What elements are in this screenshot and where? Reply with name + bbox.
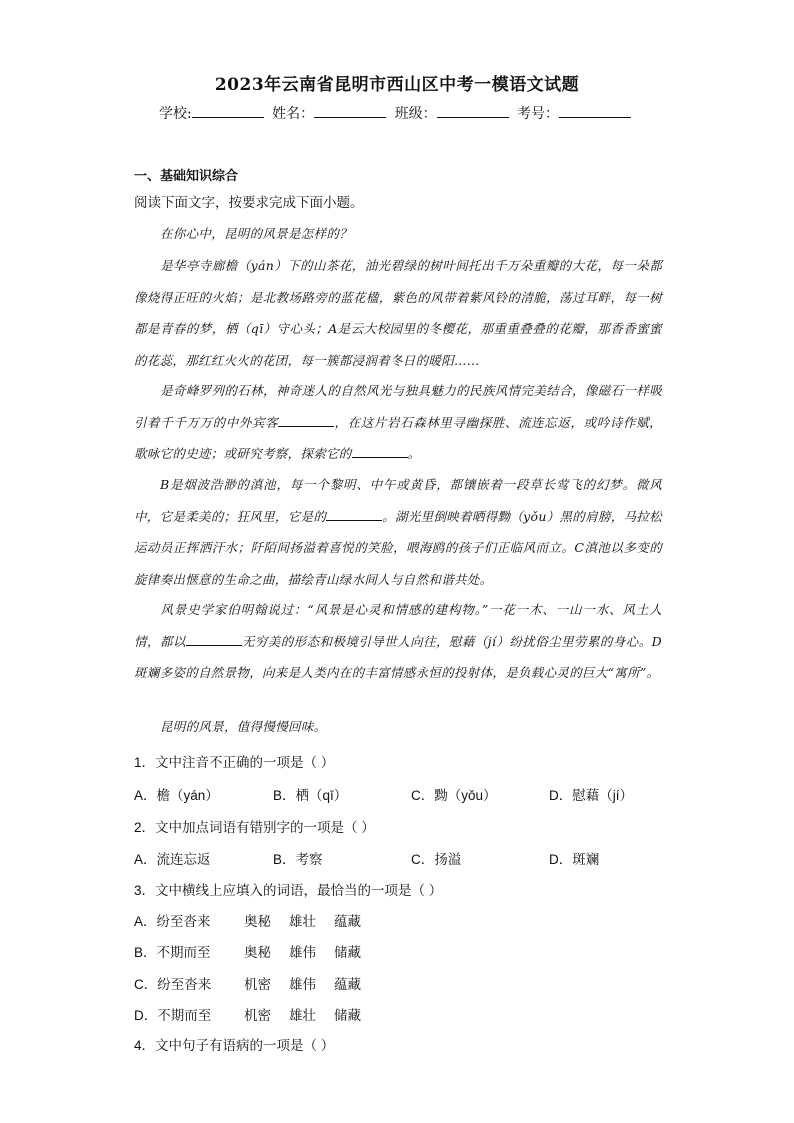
student-info-line (0, 103, 794, 123)
answer-blank[interactable] (352, 445, 408, 458)
name-blank[interactable] (314, 104, 386, 118)
passage-paragraph: B是烟波浩渺的滇池，每一个黎明、中午或黄昏，都镶嵌着一段草长莺飞的幻梦。微风中，它是柔美的；狂风里，它是的 。湖光里倒映着晒得黝（yǒu）黑的肩膀，马拉松运动员正挥洒汗水；阡陌间扬溢着喜悦的笑脸，喂海鸥的孩子们正临风而立。C滇池以多变的旋律奏出惬意的生命之曲，描绘青山绿水间人与自然和谐共处。 (134, 477, 662, 587)
exam-number-blank[interactable] (559, 104, 631, 118)
passage-paragraph: 在你心中，昆明的风景是怎样的？ (160, 226, 353, 241)
section-instruction: 阅读下面文字，按要求完成下面小题。 (134, 195, 364, 211)
exam-number-label: 考号： (517, 106, 560, 122)
option-a[interactable]: A．流连忘返 (134, 852, 211, 867)
answer-blank[interactable] (326, 508, 382, 521)
question-stem: 1．文中注音不正确的一项是（ ） (134, 755, 335, 770)
option-b[interactable]: B．不期而至 奥秘 雄伟 储藏 (134, 945, 361, 960)
option-b[interactable]: B．栖（qī） (273, 788, 348, 803)
passage-paragraph: 是奇峰罗列的石林，神奇迷人的自然风光与独具魅力的民族风情完美结合，像磁石一样吸引着千千万万的中外宾客 ，在这片岩石森林里寻幽探胜、流连忘返，或吟诗作赋，歌咏它的史迹；或研究考察，探索它的 。 (134, 383, 662, 461)
question-stem: 2．文中加点词语有错别字的一项是（ ） (134, 820, 375, 835)
passage-paragraph: 是华亭寺廊檐（yán）下的山茶花，油光碧绿的树叶间托出千万朵重瓣的大花，每一朵都像烧得正旺的火焰；是北教场路旁的蓝花楹，紫色的风带着紫风铃的清脆，荡过耳畔，每一树都是青春的梦，栖（qī）守心头；A是云大校园里的冬樱花，那重重叠叠的花瓣，那香香蜜蜜的花蕊，那红红火火的花团，每一簇都浸润着冬日的暖阳…… (134, 258, 662, 368)
option-a[interactable]: A．纷至沓来 奥秘 雄壮 蕴藏 (134, 914, 361, 929)
option-c[interactable]: C．黝（yǒu） (411, 788, 497, 803)
option-a[interactable]: A．檐（yán） (134, 788, 219, 803)
option-d[interactable]: D．斑斓 (549, 852, 600, 867)
passage-paragraph: 风景史学家伯明翰说过：“风景是心灵和情感的建构物。”一花一木、一山一水、风土人情，都以 无穷美的形态和极境引导世人向往，慰藉（jí）纷扰俗尘里劳累的身心。D斑斓多姿的自然景物，向来是人类内在的丰富情感永恒的投射体，是负载心灵的巨大“寓所”。 (134, 602, 662, 680)
school-blank[interactable] (192, 104, 264, 118)
answer-blank[interactable] (278, 414, 334, 427)
name-label: 姓名： (272, 106, 315, 122)
option-d[interactable]: D．不期而至 机密 雄壮 储藏 (134, 1008, 361, 1023)
class-blank[interactable] (437, 104, 509, 118)
school-label: 学校: (158, 106, 192, 122)
option-c[interactable]: C．扬溢 (411, 852, 462, 867)
section-heading: 一、基础知识综合 (134, 169, 239, 184)
option-b[interactable]: B．考察 (273, 852, 323, 867)
question-stem: 3．文中横线上应填入的词语，最恰当的一项是（ ） (134, 883, 443, 898)
class-label: 班级： (394, 106, 437, 122)
exam-title: 2023年云南省昆明市西山区中考一模语文试题 (214, 75, 580, 95)
option-d[interactable]: D．慰藉（jí） (549, 788, 633, 803)
question-stem: 4．文中句子有语病的一项是（ ） (134, 1038, 335, 1053)
passage-paragraph: 昆明的风景，值得慢慢回味。 (160, 719, 327, 734)
answer-blank[interactable] (186, 633, 242, 646)
option-c[interactable]: C．纷至沓来 机密 雄伟 蕴藏 (134, 977, 361, 992)
